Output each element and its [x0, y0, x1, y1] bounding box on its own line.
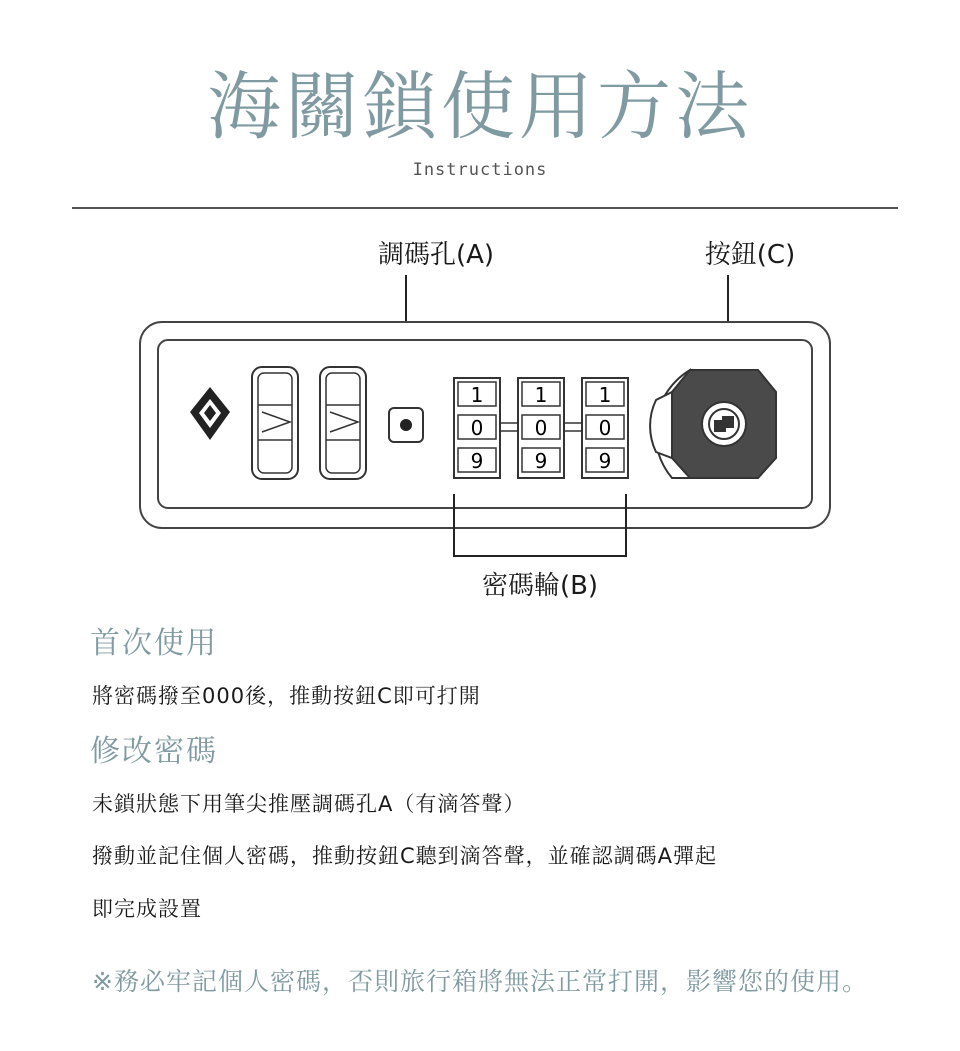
change-code-line-1: 未鎖狀態下用筆尖推壓調碼孔A（有滴答聲） — [92, 792, 526, 816]
wheel-2-middle-digit: 0 — [534, 416, 548, 440]
label-adjust-hole: 調碼孔(A) — [377, 240, 495, 270]
wheel-3-bottom-digit: 9 — [598, 449, 612, 473]
code-wheel-1[interactable] — [454, 378, 500, 478]
wheel-1-bottom-digit: 9 — [470, 449, 484, 473]
zipper-slot-right[interactable] — [320, 367, 366, 479]
wheel-2-bottom-digit: 9 — [534, 449, 548, 473]
heading-change-code: 修改密碼 — [90, 734, 218, 769]
label-code-wheels: 密碼輪(B) — [481, 571, 599, 601]
label-button: 按鈕(C) — [704, 240, 796, 270]
change-code-line-2: 撥動並記住個人密碼，推動按鈕C聽到滴答聲，並確認調碼A彈起 — [92, 844, 718, 868]
wheel-2-top-digit: 1 — [534, 383, 548, 407]
wheel-3-top-digit: 1 — [598, 383, 612, 407]
code-wheel-2[interactable] — [518, 378, 564, 478]
wheel-1-middle-digit: 0 — [470, 416, 484, 440]
page-subtitle: Instructions — [412, 160, 548, 180]
wheel-3-middle-digit: 0 — [598, 416, 612, 440]
zipper-slot-left[interactable] — [252, 367, 298, 479]
adjust-hole[interactable] — [389, 408, 423, 442]
change-code-line-3: 即完成設置 — [92, 897, 202, 921]
warning-note: ※務必牢記個人密碼，否則旅行箱將無法正常打開，影響您的使用。 — [92, 967, 868, 996]
wheel-1-top-digit: 1 — [470, 383, 484, 407]
code-wheel-3[interactable] — [582, 378, 628, 478]
page-title: 海關鎖使用方法 — [207, 64, 753, 150]
first-use-line-1: 將密碼撥至000後，推動按鈕C即可打開 — [92, 684, 481, 708]
heading-first-use: 首次使用 — [90, 626, 218, 661]
